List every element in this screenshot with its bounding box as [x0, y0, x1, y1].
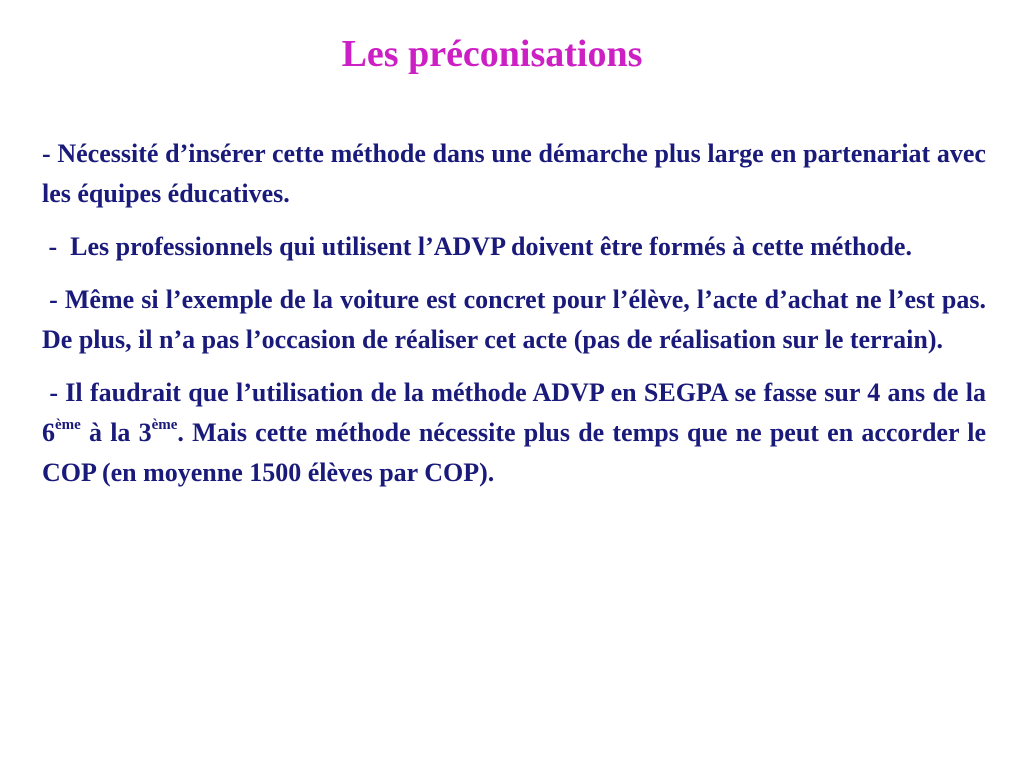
bullet-dash: -: [42, 285, 65, 314]
paragraph-text-part-c: . Mais cette méthode nécessite plus de temps que ne peut en accorder le COP (en moyenne 1500 élèves par COP).: [42, 418, 986, 487]
slide-title: Les préconisations: [341, 33, 643, 75]
paragraph-text-part-b: à la 3: [80, 418, 152, 447]
slide-body: [42, 134, 986, 506]
paragraph-text-part-a: Il faudrait que l’utilisation de la méthode ADVP en SEGPA se fasse sur 4 ans de la 6: [42, 378, 986, 447]
bullet-dash: -: [42, 139, 58, 168]
paragraph-4: [42, 373, 986, 493]
bullet-dash: -: [42, 232, 71, 261]
paragraph-text: Nécessité d’insérer cette méthode dans une démarche plus large en partenariat avec les équipes éducatives.: [42, 139, 986, 208]
paragraph-text: Même si l’exemple de la voiture est concret pour l’élève, l’acte d’achat ne l’est pas. De plus, il n’a pas l’occasion de réaliser cet acte (pas de réalisation sur le terrain).: [42, 285, 986, 354]
paragraph-3: [42, 280, 986, 360]
paragraph-text: Les professionnels qui utilisent l’ADVP doivent être formés à cette méthode.: [70, 232, 912, 261]
bullet-dash: -: [42, 378, 66, 407]
paragraph-2: [42, 227, 986, 267]
paragraph-1: [42, 134, 986, 214]
superscript-eme: ème: [55, 417, 81, 434]
superscript-eme: ème: [151, 417, 178, 434]
